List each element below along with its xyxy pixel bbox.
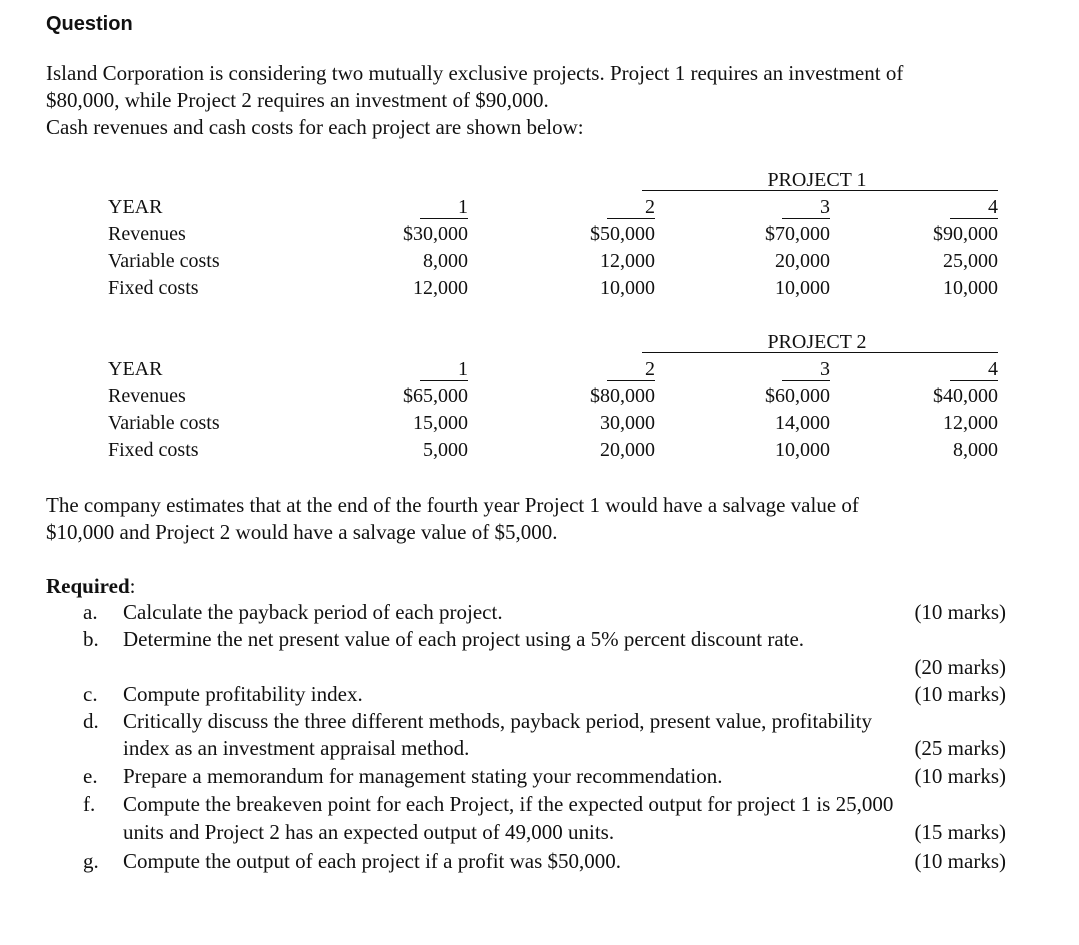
row-label-revenues: Revenues bbox=[108, 223, 186, 245]
requirement-text: Prepare a memorandum for management stating your recommendation. bbox=[123, 764, 723, 788]
project1-rule bbox=[642, 190, 998, 191]
intro-line: $80,000, while Project 2 requires an investment of $90,000. bbox=[46, 88, 549, 112]
requirement-text: units and Project 2 has an expected output of 49,000 units. bbox=[123, 820, 615, 844]
table-cell: 8,000 bbox=[953, 439, 998, 461]
year-header: 1 bbox=[378, 358, 468, 381]
item-letter: b. bbox=[83, 627, 99, 651]
requirement-text: Compute profitability index. bbox=[123, 682, 363, 706]
year-header: 3 bbox=[740, 196, 830, 219]
item-letter: a. bbox=[83, 600, 98, 624]
year-header: 1 bbox=[378, 196, 468, 219]
marks-label: (10 marks) bbox=[914, 764, 1006, 788]
salvage-paragraph bbox=[46, 492, 859, 546]
table-cell: $60,000 bbox=[765, 385, 830, 407]
marks-label: (10 marks) bbox=[914, 682, 1006, 706]
table-cell: 10,000 bbox=[775, 439, 830, 461]
table-cell: $65,000 bbox=[403, 385, 468, 407]
year-header: 3 bbox=[740, 358, 830, 381]
question-heading: Question bbox=[46, 13, 133, 35]
table-cell: $50,000 bbox=[590, 223, 655, 245]
table-cell: 12,000 bbox=[413, 277, 468, 299]
marks-label: (10 marks) bbox=[914, 600, 1006, 624]
row-label-revenues: Revenues bbox=[108, 385, 186, 407]
requirement-text: Compute the breakeven point for each Project, if the expected output for project 1 is 25,000 bbox=[123, 792, 894, 816]
table-cell: $80,000 bbox=[590, 385, 655, 407]
marks-label: (20 marks) bbox=[914, 655, 1006, 679]
year-header: 2 bbox=[565, 358, 655, 381]
row-label-variable-costs: Variable costs bbox=[108, 250, 220, 272]
table-cell: 10,000 bbox=[943, 277, 998, 299]
requirement-text: Compute the output of each project if a profit was $50,000. bbox=[123, 849, 622, 873]
year-label: YEAR bbox=[108, 358, 163, 380]
intro-paragraph bbox=[46, 60, 903, 141]
item-letter: g. bbox=[83, 849, 99, 873]
table-cell: 30,000 bbox=[600, 412, 655, 434]
marks-label: (25 marks) bbox=[914, 736, 1006, 760]
table-cell: 8,000 bbox=[423, 250, 468, 272]
table-cell: 20,000 bbox=[775, 250, 830, 272]
year-header: 4 bbox=[908, 358, 998, 381]
row-label-fixed-costs: Fixed costs bbox=[108, 277, 199, 299]
table-cell: 20,000 bbox=[600, 439, 655, 461]
salvage-line: The company estimates that at the end of the fourth year Project 1 would have a salvage value of bbox=[46, 493, 859, 517]
table-cell: 12,000 bbox=[600, 250, 655, 272]
item-letter: e. bbox=[83, 764, 98, 788]
table-cell: $30,000 bbox=[403, 223, 468, 245]
required-heading: Required: bbox=[46, 574, 136, 598]
item-letter: c. bbox=[83, 682, 98, 706]
row-label-variable-costs: Variable costs bbox=[108, 412, 220, 434]
table-cell: 10,000 bbox=[600, 277, 655, 299]
salvage-line: $10,000 and Project 2 would have a salvage value of $5,000. bbox=[46, 520, 558, 544]
project2-rule bbox=[642, 352, 998, 353]
table-cell: $70,000 bbox=[765, 223, 830, 245]
table-cell: $90,000 bbox=[933, 223, 998, 245]
intro-line: Cash revenues and cash costs for each project are shown below: bbox=[46, 115, 584, 139]
requirement-text: index as an investment appraisal method. bbox=[123, 736, 470, 760]
year-header: 4 bbox=[908, 196, 998, 219]
project1-title: PROJECT 1 bbox=[767, 169, 867, 191]
year-label: YEAR bbox=[108, 196, 163, 218]
table-cell: $40,000 bbox=[933, 385, 998, 407]
requirement-text: Calculate the payback period of each project. bbox=[123, 600, 503, 624]
table-cell: 5,000 bbox=[423, 439, 468, 461]
year-header: 2 bbox=[565, 196, 655, 219]
intro-line: Island Corporation is considering two mutually exclusive projects. Project 1 requires an investment of bbox=[46, 61, 904, 85]
table-cell: 14,000 bbox=[775, 412, 830, 434]
item-letter: f. bbox=[83, 792, 96, 816]
project2-title: PROJECT 2 bbox=[767, 331, 867, 353]
item-letter: d. bbox=[83, 709, 99, 733]
row-label-fixed-costs: Fixed costs bbox=[108, 439, 199, 461]
requirement-text: Determine the net present value of each project using a 5% percent discount rate. bbox=[123, 627, 805, 651]
table-cell: 15,000 bbox=[413, 412, 468, 434]
marks-label: (15 marks) bbox=[914, 820, 1006, 844]
requirement-text: Critically discuss the three different methods, payback period, present value, profitability bbox=[123, 709, 872, 733]
table-cell: 10,000 bbox=[775, 277, 830, 299]
table-cell: 25,000 bbox=[943, 250, 998, 272]
marks-label: (10 marks) bbox=[914, 849, 1006, 873]
table-cell: 12,000 bbox=[943, 412, 998, 434]
